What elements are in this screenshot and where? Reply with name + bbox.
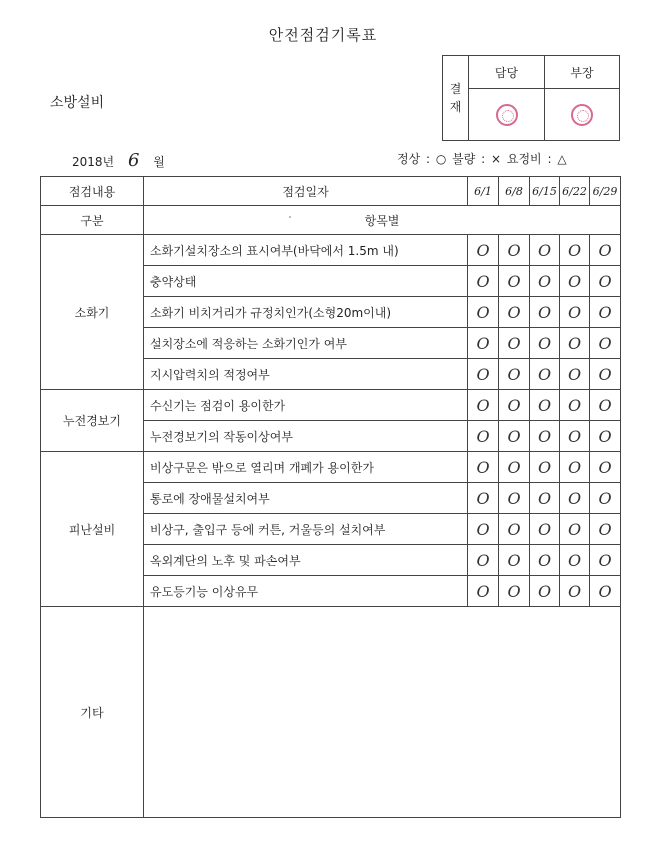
item-label: 유도등기능 이상유무 (144, 576, 468, 607)
check-mark: O (560, 359, 590, 390)
item-label: 비상구문은 밖으로 열리며 개폐가 용이한가 (144, 452, 468, 483)
check-mark: O (468, 545, 499, 576)
check-mark: O (590, 235, 621, 266)
check-mark: O (560, 452, 590, 483)
table-row (41, 452, 621, 483)
group-name: 소화기 (41, 235, 144, 390)
item-label: 옥외계단의 노후 및 파손여부 (144, 545, 468, 576)
check-mark: O (560, 514, 590, 545)
check-mark: O (530, 514, 560, 545)
check-mark: O (560, 483, 590, 514)
item-label: 지시압력치의 적정여부 (144, 359, 468, 390)
approval-label: 결 재 (443, 56, 469, 140)
item-label: 충약상태 (144, 266, 468, 297)
check-mark: O (590, 390, 621, 421)
check-mark: O (560, 390, 590, 421)
approval-header-staff: 담당 (469, 56, 545, 89)
check-mark: O (530, 390, 560, 421)
check-mark: O (499, 235, 530, 266)
date-column-header: 6/15 (530, 177, 560, 206)
check-mark: O (530, 421, 560, 452)
check-mark: O (499, 390, 530, 421)
department-label: 소방설비 (50, 95, 105, 111)
check-mark: O (499, 483, 530, 514)
group-name: 누전경보기 (41, 390, 144, 452)
table-row (41, 235, 621, 266)
header-row (41, 177, 621, 206)
date-column-header: 6/1 (468, 177, 499, 206)
check-mark: O (560, 235, 590, 266)
check-mark: O (468, 576, 499, 607)
item-label: 통로에 장애물설치여부 (144, 483, 468, 514)
seal-stamp-icon (571, 104, 593, 126)
check-mark: O (590, 297, 621, 328)
check-mark: O (590, 266, 621, 297)
check-mark: O (560, 421, 590, 452)
table-row (41, 390, 621, 421)
item-label: 소화기설치장소의 표시여부(바닥에서 1.5m 내) (144, 235, 468, 266)
check-mark: O (530, 359, 560, 390)
check-mark: O (530, 452, 560, 483)
other-row (41, 607, 621, 818)
subheader-items: 항목별 (144, 206, 621, 235)
check-mark: O (499, 576, 530, 607)
check-mark: O (468, 359, 499, 390)
check-mark: O (530, 266, 560, 297)
check-mark: O (590, 514, 621, 545)
check-mark: O (590, 545, 621, 576)
approval-box (442, 55, 620, 141)
check-mark: O (499, 266, 530, 297)
check-mark: O (499, 421, 530, 452)
check-mark: O (590, 483, 621, 514)
check-mark: O (499, 297, 530, 328)
check-mark: O (560, 297, 590, 328)
mark-legend: 정상 : ○ 불량 : × 요정비 : △ (397, 152, 567, 166)
year-label: 2018년 (72, 155, 115, 169)
check-mark: O (530, 235, 560, 266)
check-mark: O (560, 328, 590, 359)
check-mark: O (468, 483, 499, 514)
approval-sign-staff (469, 89, 545, 140)
check-mark: O (530, 576, 560, 607)
subheader-row (41, 206, 621, 235)
check-mark: O (590, 421, 621, 452)
check-mark: O (590, 576, 621, 607)
approval-sign-manager (545, 89, 619, 140)
other-notes-area (144, 607, 621, 818)
scan-speck (289, 216, 291, 218)
month-value: 6 (127, 150, 140, 171)
page-title: 안전점검기록표 (268, 26, 378, 44)
item-label: 설치장소에 적응하는 소화기인가 여부 (144, 328, 468, 359)
check-mark: O (499, 514, 530, 545)
check-mark: O (530, 483, 560, 514)
check-mark: O (499, 452, 530, 483)
date-column-header: 6/22 (560, 177, 590, 206)
item-label: 비상구, 출입구 등에 커튼, 거울등의 설치여부 (144, 514, 468, 545)
check-mark: O (590, 452, 621, 483)
check-mark: O (560, 266, 590, 297)
date-column-header: 6/8 (499, 177, 530, 206)
date-column-header: 6/29 (590, 177, 621, 206)
check-mark: O (468, 452, 499, 483)
check-mark: O (468, 514, 499, 545)
check-mark: O (468, 297, 499, 328)
inspection-table (40, 176, 621, 818)
check-mark: O (468, 328, 499, 359)
check-mark: O (468, 235, 499, 266)
header-inspection-date: 점검일자 (144, 177, 468, 206)
check-mark: O (499, 359, 530, 390)
check-mark: O (499, 328, 530, 359)
check-mark: O (468, 421, 499, 452)
check-mark: O (590, 328, 621, 359)
group-name: 피난설비 (41, 452, 144, 607)
date-line (72, 150, 165, 171)
check-mark: O (499, 545, 530, 576)
check-mark: O (530, 297, 560, 328)
check-mark: O (590, 359, 621, 390)
check-mark: O (560, 545, 590, 576)
check-mark: O (468, 390, 499, 421)
check-mark: O (560, 576, 590, 607)
header-inspection-content: 점검내용 (41, 177, 144, 206)
item-label: 수신기는 점검이 용이한가 (144, 390, 468, 421)
check-mark: O (468, 266, 499, 297)
item-label: 소화기 비치거리가 규정치인가(소형20m이내) (144, 297, 468, 328)
seal-stamp-icon (496, 104, 518, 126)
check-mark: O (530, 328, 560, 359)
month-suffix: 월 (153, 155, 165, 169)
check-mark: O (530, 545, 560, 576)
item-label: 누전경보기의 작동이상여부 (144, 421, 468, 452)
approval-header-manager: 부장 (545, 56, 619, 89)
other-label: 기타 (41, 607, 144, 818)
subheader-category: 구분 (41, 206, 144, 235)
